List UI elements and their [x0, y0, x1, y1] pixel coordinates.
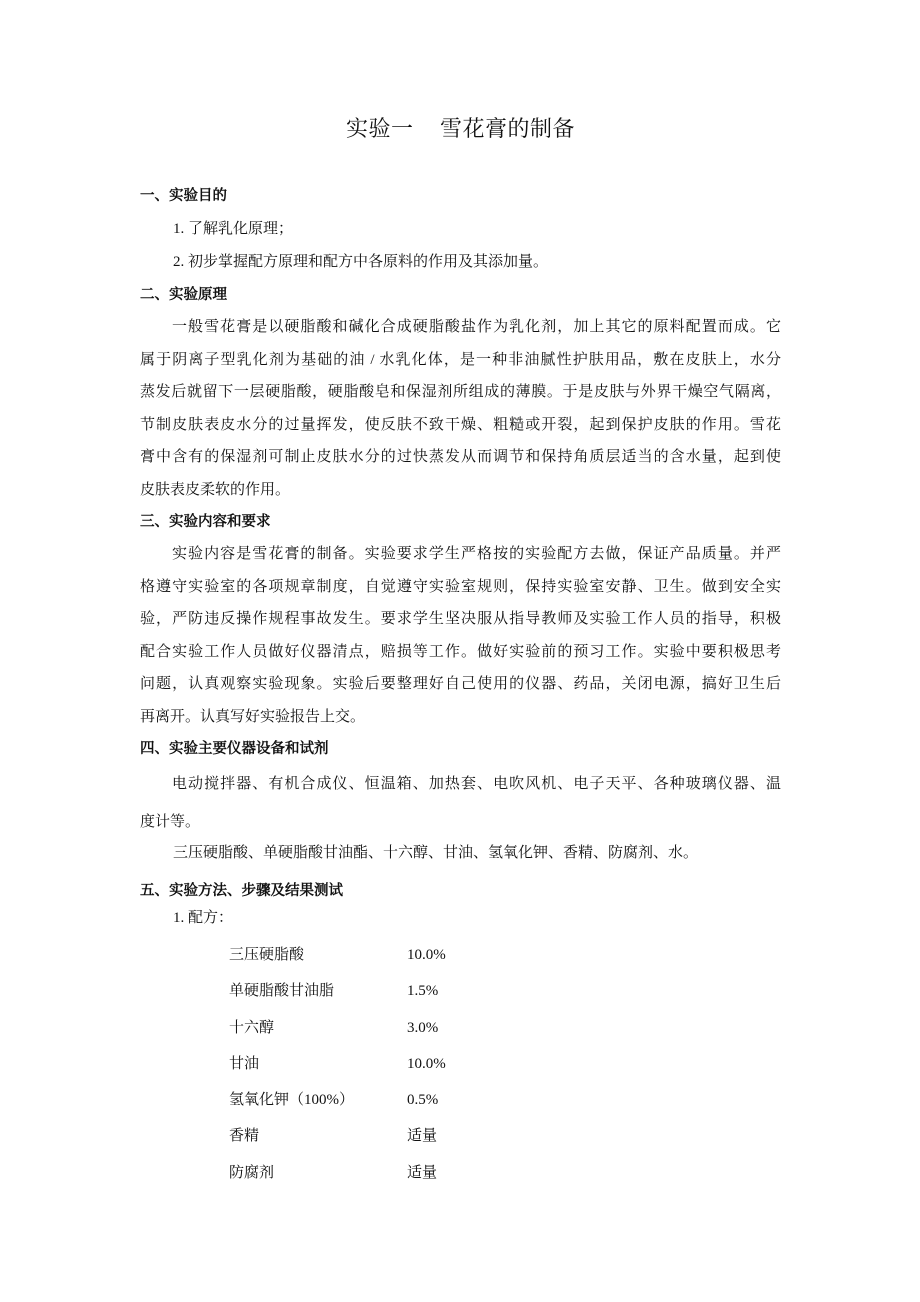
document-title: 实验一 雪花膏的制备	[346, 116, 575, 141]
paragraph-line: 节制皮肤表皮水分的过量挥发，使反肤不致干燥、粗糙或开裂，起到保护皮肤的作用。雪花	[140, 416, 781, 433]
ingredient-amount: 适量	[407, 1128, 438, 1145]
principle-paragraph	[140, 311, 781, 506]
section-heading-principle: 二、实验原理	[140, 287, 227, 303]
requirements-paragraph	[140, 538, 781, 733]
reagents-list: 三压硬脂酸、单硬脂酸甘油酯、十六醇、甘油、氢氧化钾、香精、防腐剂、水。	[173, 845, 699, 861]
paragraph-line: 验，严防违反操作规程事故发生。要求学生坚决服从指导教师及实验工作人员的指导，积极	[140, 611, 781, 627]
ingredient-amount: 10.0%	[407, 947, 446, 963]
ingredient-amount: 3.0%	[407, 1019, 439, 1036]
ingredient-amount: 1.5%	[407, 983, 439, 1000]
section-heading-content-requirements: 三、实验内容和要求	[140, 514, 271, 530]
paragraph-line: 实验内容是雪花膏的制备。实验要求学生严格按的实验配方去做，保证产品质量。并严	[172, 546, 781, 562]
equipment-paragraph	[140, 765, 781, 841]
paragraph-line: 格遵守实验室的各项规章制度，自觉遵守实验室规则，保持实验室安静、卫生。做到安全实	[140, 578, 781, 595]
ingredient-name: 氢氧化钾（100%）	[229, 1092, 354, 1109]
ingredient-amount: 适量	[407, 1164, 438, 1181]
paragraph-line: 再离开。认真写好实验报告上交。	[140, 708, 366, 725]
paragraph-line: 属于阴离子型乳化剂为基础的油 / 水乳化体，是一种非油腻性护肤用品，敷在皮肤上，水分	[140, 351, 781, 368]
paragraph-line: 度计等。	[140, 814, 201, 830]
ingredient-name: 单硬脂酸甘油脂	[229, 983, 335, 1000]
ingredient-amount: 0.5%	[407, 1092, 439, 1109]
ingredient-name: 香精	[229, 1128, 260, 1145]
ingredient-name: 防腐剂	[229, 1164, 275, 1181]
paragraph-line: 蒸发后就留下一层硬脂酸，硬脂酸皂和保湿剂所组成的薄膜。于是皮肤与外界干燥空气隔离，	[140, 384, 781, 400]
ingredient-name: 甘油	[229, 1055, 260, 1072]
objective-item: 2. 初步掌握配方原理和配方中各原料的作用及其添加量。	[173, 254, 549, 270]
section-heading-methods: 五、实验方法、步骤及结果测试	[140, 883, 343, 899]
formula-label: 1. 配方：	[173, 910, 234, 926]
ingredient-name: 三压硬脂酸	[229, 947, 305, 963]
ingredient-amount: 10.0%	[407, 1055, 446, 1072]
section-heading-equipment-reagents: 四、实验主要仪器设备和试剂	[140, 741, 329, 757]
paragraph-line: 配合实验工作人员做好仪器清点，赔损等工作。做好实验前的预习工作。实验中要积极思考	[140, 643, 781, 660]
paragraph-line: 皮肤表皮柔软的作用。	[140, 481, 291, 498]
objective-item: 1. 了解乳化原理；	[173, 221, 294, 237]
paragraph-line: 一般雪花膏是以硬脂酸和碱化合成硬脂酸盐作为乳化剂，加上其它的原料配置而成。它	[172, 319, 781, 335]
paragraph-line: 膏中含有的保湿剂可制止皮肤水分的过快蒸发从而调节和保持角质层适当的含水量，起到使	[140, 449, 781, 465]
paragraph-line: 电动搅拌器、有机合成仪、恒温箱、加热套、电吹风机、电子天平、各种玻璃仪器、温	[172, 776, 781, 792]
section-heading-objectives: 一、实验目的	[140, 188, 227, 204]
paragraph-line: 问题，认真观察实验现象。实验后要整理好自己使用的仪器、药品，关闭电源，搞好卫生后	[140, 676, 781, 692]
ingredient-name: 十六醇	[229, 1019, 275, 1036]
